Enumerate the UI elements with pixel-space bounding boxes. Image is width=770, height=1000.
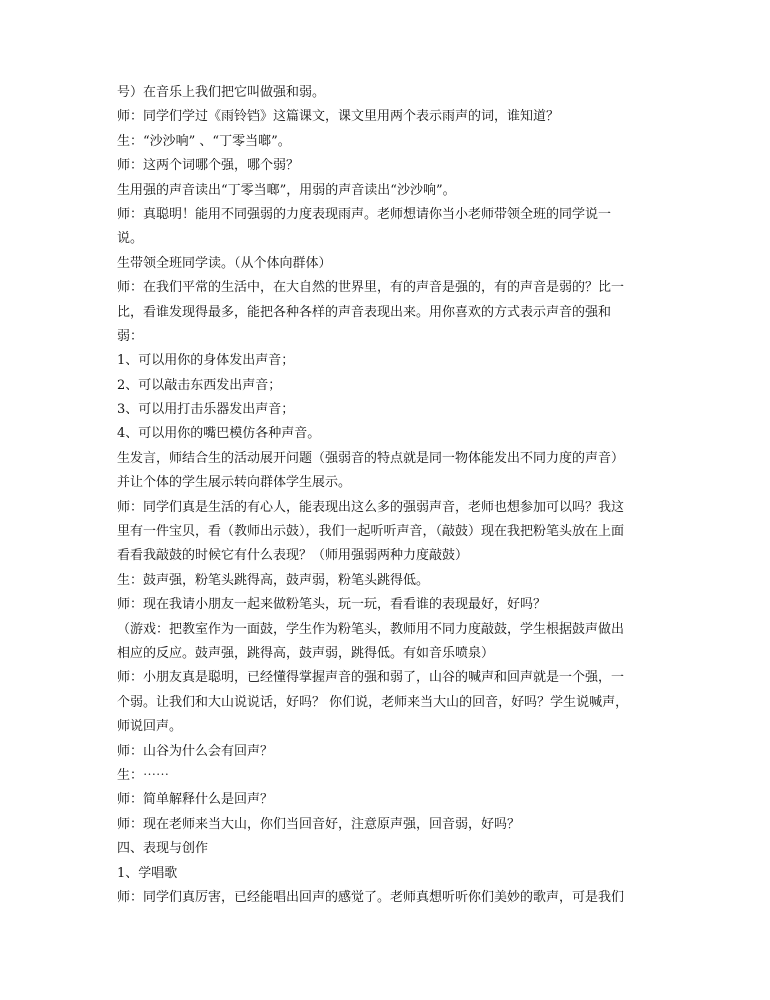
text-line: 师：山谷为什么会有回声？ [117, 743, 274, 759]
document-body [117, 81, 657, 910]
text-line: 3、可以用打击乐器发出声音； [117, 402, 295, 418]
text-line: 并让个体的学生展示转向群体学生展示。 [117, 475, 352, 491]
text-line: 生用强的声音读出“丁零当啷”，用弱的声音读出“沙沙响”。 [117, 182, 456, 198]
text-line: 号）在音乐上我们把它叫做强和弱。 [117, 85, 326, 100]
text-line: 师：同学们真是生活的有心人，能表现出这么多的强弱声音，老师也想参加可以吗？我这 [117, 499, 625, 515]
subsection-heading: 1、学唱歌 [117, 865, 178, 881]
text-line: 相应的反应。鼓声强，跳得高，鼓声弱，跳得低。有如音乐喷泉） [117, 645, 495, 661]
text-line: 师：小朋友真是聪明，已经懂得掌握声音的强和弱了，山谷的喊声和回声就是一个强，一 [117, 670, 625, 686]
text-line: 生：⋯⋯ [117, 767, 170, 783]
text-line: 师：简单解释什么是回声？ [117, 792, 274, 808]
text-line: 师：现在老师来当大山，你们当回音好，注意原声强，回音弱，好吗？ [117, 816, 521, 832]
section-heading: 四、表现与创作 [117, 841, 209, 857]
text-line: 看看我敲鼓的时候它有什么表现？（师用强弱两种力度敲鼓） [117, 548, 469, 564]
text-line: （游戏：把教室作为一面鼓，学生作为粉笔头，教师用不同力度敲鼓，学生根据鼓声做出 [117, 621, 625, 637]
text-line: 生发言，师结合生的活动展开问题（强弱音的特点就是同一物体能发出不同力度的声音） [117, 450, 625, 466]
text-line: 4、可以用你的嘴巴模仿各种声音。 [117, 426, 321, 442]
text-line: 师：真聪明！能用不同强弱的力度表现雨声。老师想请你当小老师带领全班的同学说一 [117, 206, 612, 222]
text-line: 师：同学们学过《雨铃铛》这篇课文，课文里用两个表示雨声的词，谁知道？ [117, 109, 560, 125]
text-line: 个弱。让我们和大山说说话，好吗？ 你们说，老师来当大山的回音，好吗？学生说喊声， [117, 694, 629, 710]
text-line: 生：鼓声强，粉笔头跳得高，鼓声弱，粉笔头跳得低。 [117, 572, 430, 588]
text-line: 师：同学们真厉害，已经能唱出回声的感觉了。老师真想听听你们美妙的歌声，可是我们 [117, 889, 625, 905]
text-line: 生带领全班同学读。（从个体向群体） [117, 255, 332, 271]
text-line: 里有一件宝贝，看（教师出示鼓），我们一起听听声音，（敲鼓）现在我把粉笔头放在上面 [117, 524, 625, 540]
text-line: 师：在我们平常的生活中，在大自然的世界里，有的声音是强的，有的声音是弱的？比一 [117, 280, 625, 296]
text-line: 1、可以用你的身体发出声音； [117, 353, 295, 369]
text-line: 说。 [117, 231, 144, 247]
text-line: 比，看谁发现得最多，能把各种各样的声音表现出来。用你喜欢的方式表示声音的强和 [117, 304, 612, 320]
text-line: 生：“沙沙响” 、“丁零当啷”。 [117, 133, 291, 149]
text-line: 2、可以敲击东西发出声音； [117, 377, 282, 393]
text-line: 师：现在我请小朋友一起来做粉笔头，玩一玩，看看谁的表现最好，好吗？ [117, 597, 547, 613]
text-line: 师说回声。 [117, 719, 183, 735]
text-line: 弱： [117, 328, 144, 344]
text-line: 师：这两个词哪个强，哪个弱？ [117, 158, 300, 174]
